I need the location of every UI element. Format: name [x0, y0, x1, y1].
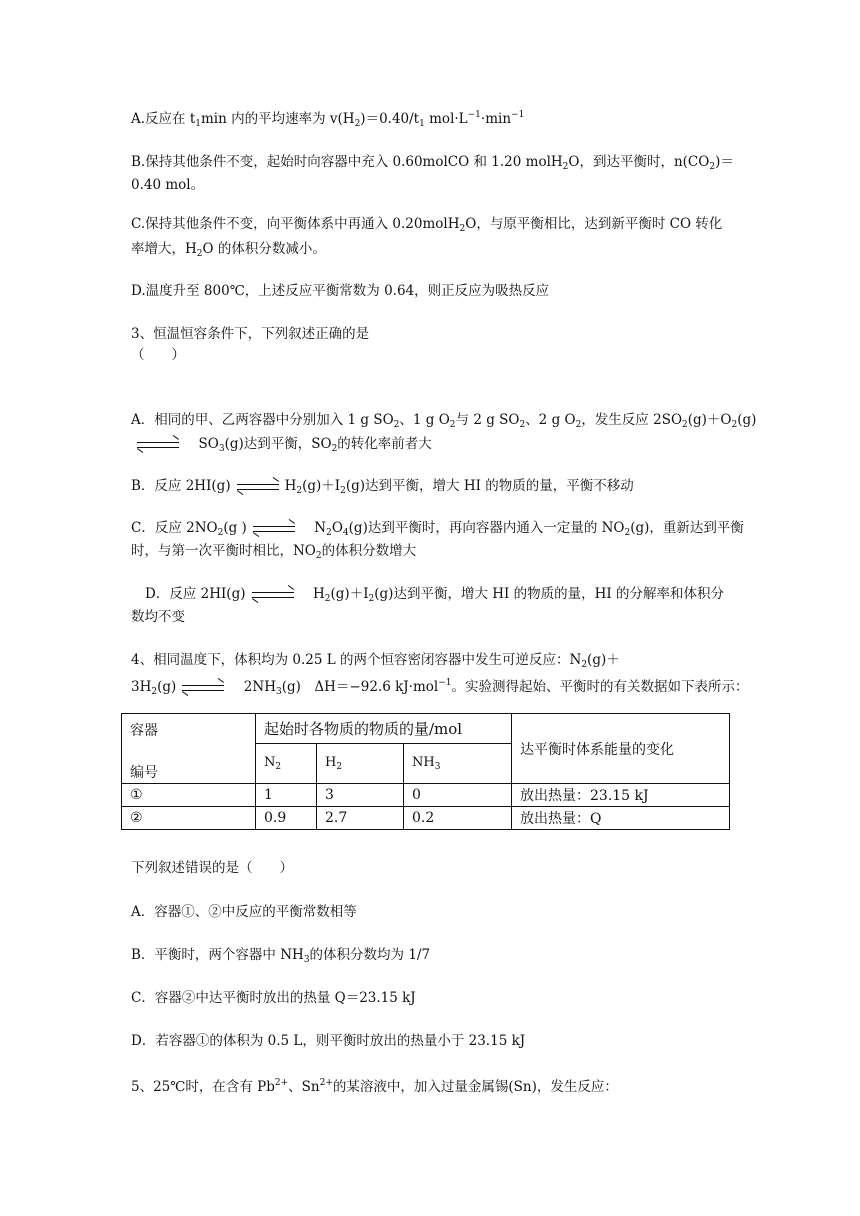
- text-run: 5、25℃时，在含有 Pb: [131, 1079, 275, 1095]
- text-run: (g)，重新达到平衡: [630, 520, 744, 536]
- text-run: (g ): [223, 520, 247, 536]
- text-run: C．容器②中达平衡时放出的热量 Q＝23.15 kJ: [131, 990, 416, 1006]
- text-run: O: [331, 520, 343, 536]
- text-run: H: [284, 478, 297, 494]
- text-run: A.反应在 t: [131, 111, 196, 127]
- text-line-q3p: [131, 346, 185, 364]
- text-run: 的某溶液中，加入过量金属锡(Sn)，发生反应：: [332, 1079, 618, 1095]
- text-run: min 内的平均速率为 v(H: [201, 111, 355, 127]
- text-run: )＝0.40/t: [360, 111, 420, 127]
- table-cell-n2: 0.9: [256, 807, 317, 830]
- subscript: 1: [195, 119, 201, 129]
- subscript: 2: [393, 420, 400, 430]
- text-run: A．相同的甲、乙两容器中分别加入 1 g SO: [131, 412, 394, 428]
- text-line-q4B: [131, 946, 430, 969]
- subscript: 2: [459, 224, 466, 234]
- subscript: 2: [324, 594, 331, 604]
- subscript: 1: [419, 119, 425, 129]
- text-run: ，发生反应 2SO: [581, 412, 683, 428]
- subscript: 2: [340, 486, 346, 496]
- table-cell-h2: 2.7: [317, 807, 404, 830]
- text-run: (g)＋O: [687, 412, 732, 428]
- text-run: 、Sn: [288, 1079, 320, 1095]
- subscript: 2: [217, 528, 224, 538]
- text-line-q4s: [131, 859, 293, 877]
- subscript: 3: [218, 444, 225, 454]
- text-run: 。实验测得起始、平衡时的有关数据如下表所示：: [451, 679, 749, 695]
- text-run: B．平衡时，两个容器中 NH: [131, 947, 304, 963]
- text-run: (g): [157, 679, 177, 695]
- equilibrium-arrow-icon: [182, 682, 224, 694]
- subscript: 2: [354, 119, 361, 129]
- text-run: (g)达到平衡，SO: [224, 436, 332, 452]
- text-run: D.温度升至 800℃，上述反应平衡常数为 0.64，则正反应为吸热反应: [131, 283, 550, 299]
- text-run: O 的体积分数减小。: [202, 241, 326, 257]
- subscript: 2: [519, 420, 526, 430]
- subscript: 2: [326, 528, 332, 538]
- text-run: H: [299, 586, 325, 602]
- text-run: 下列叙述错误的是（ ）: [131, 860, 293, 876]
- text-run: (g)＋: [587, 652, 620, 668]
- superscript: −1: [438, 678, 452, 688]
- table-row: [122, 784, 730, 807]
- data-table: [121, 713, 730, 830]
- text-line-q3: [131, 325, 369, 343]
- text-run: 、2 g O: [525, 412, 576, 428]
- table-cell-n2: 1: [256, 784, 317, 807]
- text-line-q3a1: [131, 411, 756, 434]
- text-run: C．反应 2NO: [131, 520, 218, 536]
- text-line-q4D: [131, 1032, 525, 1050]
- text-line-q3c2: [131, 542, 416, 565]
- text-run: (g)＋I: [302, 478, 341, 494]
- text-line-b1: [131, 153, 734, 176]
- text-run: (g)达到平衡，增大 HI 的物质的量，HI 的分解率和体积分: [374, 586, 725, 602]
- text-run: 4、相同温度下，体积均为 0.25 L 的两个恒容密闭容器中发生可逆反应：N: [131, 652, 582, 668]
- text-line-q5: [131, 1074, 618, 1096]
- subscript: 2: [731, 420, 738, 430]
- text-run: B.保持其他条件不变，起始时向容器中充入 0.60molCO 和 1.20 molH: [131, 154, 563, 170]
- table-cell-nh3: 0.2: [404, 807, 512, 830]
- subscript: 2: [575, 420, 582, 430]
- text-line-q4b: [131, 674, 749, 701]
- table-cell-id: ②: [122, 807, 256, 830]
- text-line-d1: [131, 282, 549, 300]
- text-run: 的转化率前者大: [337, 436, 432, 452]
- superscript: −1: [511, 110, 525, 120]
- text-line-q4C: [131, 989, 416, 1007]
- text-run: 与 2 g SO: [455, 412, 520, 428]
- text-run: O，到达平衡时，n(CO: [568, 154, 710, 170]
- text-run: (g)达到平衡时，再向容器内通入一定量的 NO: [348, 520, 625, 536]
- text-run: (g)达到平衡，增大 HI 的物质的量，平衡不移动: [345, 478, 634, 494]
- equilibrium-arrow-icon: [237, 481, 279, 493]
- subscript: 2: [368, 594, 375, 604]
- table-cell-h2: 3: [317, 784, 404, 807]
- superscript: 2+: [319, 1078, 333, 1088]
- subscript: 4: [342, 528, 349, 538]
- text-run: )＝: [715, 154, 734, 170]
- text-line-q3a2: [131, 435, 432, 458]
- text-line-c2: [131, 240, 326, 263]
- text-run: 3、恒温恒容条件下，下列叙述正确的是: [131, 326, 370, 342]
- table-header-initial: 起始时各物质的物质的量/mol: [256, 714, 512, 744]
- subscript: 2: [562, 162, 569, 172]
- superscript: 2+: [274, 1078, 289, 1088]
- text-line-a1: [131, 106, 524, 133]
- text-run: 、1 g O: [399, 412, 450, 428]
- table-cell-nh3: 0: [404, 784, 512, 807]
- table-cell-id: ①: [122, 784, 256, 807]
- text-run: 率增大，H: [131, 241, 197, 257]
- subscript: 2: [682, 420, 688, 430]
- text-line-q3d1: [145, 585, 724, 608]
- text-run: O，与原平衡相比，达到新平衡时 CO 转化: [465, 216, 723, 232]
- subscript: 3: [275, 687, 282, 697]
- table-cell-energy: 放出热量：23.15 kJ: [512, 784, 730, 807]
- table-col-h2: $H_2$: [317, 744, 404, 784]
- text-run: 0.40 mol。: [131, 177, 205, 193]
- text-run: 的体积分数增大: [321, 543, 417, 559]
- text-line-q4a: [131, 651, 620, 674]
- text-line-q4A: [131, 903, 357, 921]
- text-run: 3H: [131, 679, 152, 695]
- text-run: ·min: [480, 111, 512, 127]
- subscript: 2: [449, 420, 456, 430]
- subscript: 2: [624, 528, 631, 538]
- text-run: 时，与第一次平衡时相比，NO: [131, 543, 316, 559]
- subscript: 2: [709, 162, 716, 172]
- text-line-q3c1: [131, 519, 744, 542]
- text-run: 2NH: [230, 679, 276, 695]
- subscript: 2: [581, 660, 588, 670]
- table-header-energy: 达平衡时体系能量的变化: [512, 714, 730, 784]
- text-run: D．反应 2HI(g): [145, 586, 246, 602]
- subscript: 2: [315, 551, 322, 561]
- text-run: (g)＋I: [330, 586, 369, 602]
- text-run: D．若容器①的体积为 0.5 L，则平衡时放出的热量小于 23.15 kJ: [131, 1033, 526, 1049]
- text-line-q3b: [131, 477, 634, 500]
- text-run: （ ）: [131, 347, 185, 363]
- equilibrium-arrow-icon: [137, 439, 179, 451]
- subscript: 2: [151, 687, 158, 697]
- text-run: B．反应 2HI(g): [131, 478, 231, 494]
- text-run: (g): [737, 412, 757, 428]
- text-run: SO: [185, 436, 219, 452]
- table-cell-energy: 放出热量：Q: [512, 807, 730, 830]
- text-line-c1: [131, 215, 722, 238]
- text-run: C.保持其他条件不变，向平衡体系中再通入 0.20molH: [131, 216, 460, 232]
- subscript: 3: [303, 955, 310, 965]
- text-run: mol·L: [424, 111, 468, 127]
- table-row: [122, 807, 730, 830]
- table-header-container: 容器 编号: [122, 714, 256, 784]
- subscript: 2: [296, 486, 303, 496]
- subscript: 2: [196, 249, 203, 259]
- text-run: (g) ΔH＝−92.6 kJ·mol: [281, 679, 439, 695]
- text-run: A．容器①、②中反应的平衡常数相等: [131, 904, 357, 920]
- table-col-n2: $N_2$: [256, 744, 317, 784]
- table-col-nh3: $NH_3$: [404, 744, 512, 784]
- text-line-q3d2: [131, 608, 185, 626]
- text-line-b2: [131, 176, 204, 194]
- text-run: 的体积分数均为 1/7: [309, 947, 431, 963]
- superscript: −1: [467, 110, 481, 120]
- equilibrium-arrow-icon: [253, 523, 295, 535]
- text-run: 数均不变: [131, 609, 185, 625]
- equilibrium-arrow-icon: [252, 589, 294, 601]
- subscript: 2: [331, 444, 338, 454]
- text-run: N: [300, 520, 327, 536]
